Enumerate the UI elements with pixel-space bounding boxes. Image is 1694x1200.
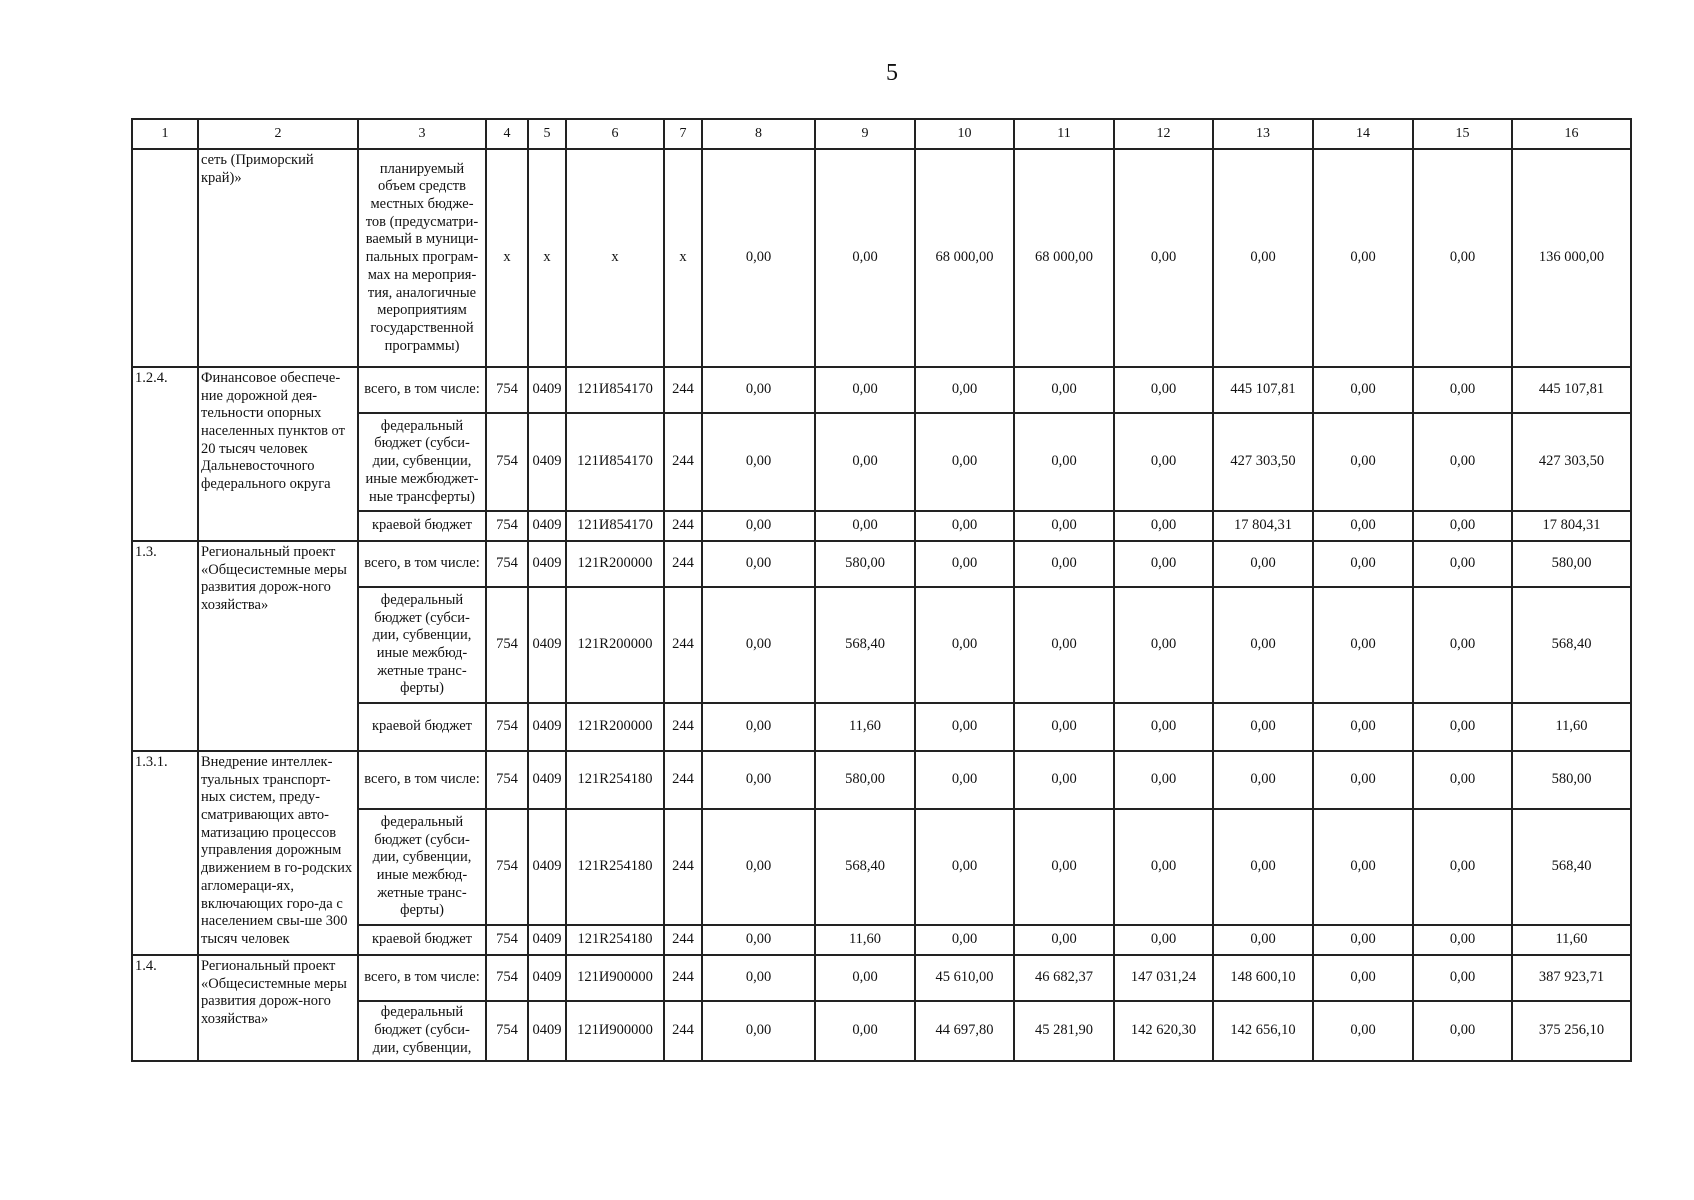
table-cell: 0,00 [1014,925,1114,955]
table-cell: 142 620,30 [1114,1001,1213,1061]
table-cell: 45 281,90 [1014,1001,1114,1061]
table-cell: 0,00 [1313,587,1413,703]
table-cell: 0,00 [1313,149,1413,367]
table-cell: 68 000,00 [1014,149,1114,367]
table-cell: 11,60 [1512,925,1631,955]
item-code: 1.2.4. [132,367,198,541]
table-cell: 0,00 [1213,703,1313,751]
table-cell: 387 923,71 [1512,955,1631,1001]
table-cell: 0,00 [1413,413,1512,511]
table-cell: 0,00 [1413,955,1512,1001]
funding-source: планируемый объем средств местных бюдже-тов (предусматри-ваемый в муници-пальных програм-мах на мероприя-тия, аналогичные мероприятиям государственной программы) [358,149,486,367]
table-cell: 0,00 [702,367,815,413]
table-row [132,751,1631,809]
column-header: 15 [1413,119,1512,149]
table-cell: 0,00 [1014,541,1114,587]
column-header: 1 [132,119,198,149]
table-cell: 17 804,31 [1512,511,1631,541]
table-cell: 244 [664,925,702,955]
table-cell: x [566,149,664,367]
column-header: 11 [1014,119,1114,149]
table-cell: 568,40 [1512,587,1631,703]
table-cell: 580,00 [1512,751,1631,809]
table-cell: 754 [486,587,528,703]
column-header: 7 [664,119,702,149]
funding-source: всего, в том числе: [358,367,486,413]
table-cell: 0,00 [1313,703,1413,751]
column-header: 2 [198,119,358,149]
table-cell: 0409 [528,1001,566,1061]
table-cell: 147 031,24 [1114,955,1213,1001]
table-cell: 0,00 [702,1001,815,1061]
table-cell: 754 [486,367,528,413]
table-cell: 148 600,10 [1213,955,1313,1001]
table-cell: 0,00 [702,809,815,925]
table-cell: 0,00 [915,751,1014,809]
table-cell: 0,00 [702,925,815,955]
table-cell: 46 682,37 [1014,955,1114,1001]
table-cell: 754 [486,809,528,925]
funding-source: краевой бюджет [358,703,486,751]
table-cell: 0,00 [915,367,1014,413]
funding-source: федеральный бюджет (субси-дии, субвенции, иные межбюд-жетные транс-ферты) [358,809,486,925]
table-cell: 0,00 [1413,511,1512,541]
table-row [132,541,1631,587]
table-cell: 754 [486,541,528,587]
table-cell: 0,00 [702,751,815,809]
table-cell: 0,00 [915,511,1014,541]
table-cell: 121И900000 [566,955,664,1001]
table-cell: 0,00 [1213,149,1313,367]
table-cell: 142 656,10 [1213,1001,1313,1061]
table-cell: 375 256,10 [1512,1001,1631,1061]
item-code: 1.4. [132,955,198,1061]
table-cell: 0,00 [1313,541,1413,587]
table-cell: 754 [486,1001,528,1061]
table-cell: 445 107,81 [1512,367,1631,413]
table-cell: 568,40 [815,587,915,703]
table-cell: 568,40 [1512,809,1631,925]
table-cell: 0,00 [1213,587,1313,703]
table-cell: 244 [664,751,702,809]
table-cell: 0,00 [1313,1001,1413,1061]
funding-source: краевой бюджет [358,925,486,955]
table-cell: 0,00 [915,703,1014,751]
table-cell: 0,00 [702,149,815,367]
item-name: Региональный проект «Общесистемные меры развития дорож-ного хозяйства» [198,541,358,751]
table-cell: 0,00 [1114,511,1213,541]
table-cell: 0,00 [1313,367,1413,413]
funding-source: федеральный бюджет (субси-дии, субвенции, [358,1001,486,1061]
table-cell: 244 [664,541,702,587]
table-cell: 244 [664,955,702,1001]
table-cell: 121R254180 [566,751,664,809]
funding-source: федеральный бюджет (субси-дии, субвенции, иные межбюджет-ные трансферты) [358,413,486,511]
table-cell: 0,00 [1213,751,1313,809]
table-cell: 0,00 [1413,541,1512,587]
table-cell: 0,00 [915,541,1014,587]
table-cell: 0,00 [702,413,815,511]
table-cell: 0,00 [1213,541,1313,587]
table-cell: 244 [664,511,702,541]
table-cell: 0,00 [702,541,815,587]
table-cell: 0,00 [1413,751,1512,809]
funding-source: всего, в том числе: [358,541,486,587]
table-cell: 0,00 [815,1001,915,1061]
item-name: Финансовое обеспече-ние дорожной дея-тельности опорных населенных пунктов от 20 тысяч человек Дальневосточного федерального округа [198,367,358,541]
table-row [132,149,1631,367]
table-cell: 121И854170 [566,367,664,413]
column-header: 14 [1313,119,1413,149]
table-cell: 121И900000 [566,1001,664,1061]
table-cell: 0409 [528,413,566,511]
table-cell: 17 804,31 [1213,511,1313,541]
table-cell: 0,00 [702,955,815,1001]
table-cell: 0,00 [1413,1001,1512,1061]
table-cell: 0409 [528,587,566,703]
table-cell: 0,00 [1014,703,1114,751]
table-cell: 0,00 [815,511,915,541]
table-cell: 0,00 [1213,809,1313,925]
table-cell: 754 [486,955,528,1001]
table-row [132,367,1631,413]
table-cell: 0409 [528,809,566,925]
table-cell: 0,00 [1413,149,1512,367]
item-code: 1.3. [132,541,198,751]
table-cell: 0,00 [1114,413,1213,511]
table-cell: 0,00 [1014,511,1114,541]
column-header: 8 [702,119,815,149]
table-cell: 0,00 [1313,955,1413,1001]
table-header-row [132,119,1631,149]
table-cell: 0,00 [1114,751,1213,809]
table-cell: 754 [486,511,528,541]
table-cell: 68 000,00 [915,149,1014,367]
table-cell: 121И854170 [566,511,664,541]
table-cell: 0409 [528,955,566,1001]
table-cell: 427 303,50 [1512,413,1631,511]
table-cell: 580,00 [815,751,915,809]
funding-source: краевой бюджет [358,511,486,541]
table-cell: 0,00 [702,587,815,703]
table-cell: 11,60 [815,925,915,955]
column-header: 16 [1512,119,1631,149]
table-cell: 0409 [528,511,566,541]
item-name: сеть (Приморский край)» [198,149,358,367]
item-name: Внедрение интеллек-туальных транспорт-ных систем, преду-сматривающих авто-матизацию процессов управления дорожным движением в го-родских агломераци-ях, включающих горо-да с населением свы-ше 300 тысяч человек [198,751,358,955]
table-cell: 0,00 [1014,751,1114,809]
table-cell: 754 [486,703,528,751]
table-cell: 754 [486,925,528,955]
table-cell: 0,00 [915,925,1014,955]
table-cell: 244 [664,367,702,413]
table-cell: 244 [664,587,702,703]
table-cell: 0,00 [702,703,815,751]
funding-source: всего, в том числе: [358,751,486,809]
table-cell: 0,00 [1313,413,1413,511]
table-cell: 121И854170 [566,413,664,511]
table-row [132,955,1631,1001]
table-cell: x [528,149,566,367]
table-cell: 121R254180 [566,925,664,955]
table-cell: 0,00 [1213,925,1313,955]
table-cell: 11,60 [815,703,915,751]
table-cell: 0,00 [1114,587,1213,703]
item-code: 1.3.1. [132,751,198,955]
table-cell: 0,00 [1413,587,1512,703]
table-cell: 45 610,00 [915,955,1014,1001]
table-cell: 445 107,81 [1213,367,1313,413]
item-name: Региональный проект «Общесистемные меры развития дорож-ного хозяйства» [198,955,358,1061]
table-cell: 0,00 [1114,703,1213,751]
table-cell: 0,00 [815,413,915,511]
column-header: 9 [815,119,915,149]
funding-source: всего, в том числе: [358,955,486,1001]
table-cell: 754 [486,413,528,511]
table-cell: 0,00 [815,955,915,1001]
table-cell: 121R200000 [566,703,664,751]
table-cell: 0,00 [1114,541,1213,587]
table-cell: 0,00 [1413,703,1512,751]
table-cell: 580,00 [815,541,915,587]
table-cell: 0,00 [1014,587,1114,703]
table-cell: 121R200000 [566,587,664,703]
item-code [132,149,198,367]
funding-source: федеральный бюджет (субси-дии, субвенции, иные межбюд-жетные транс-ферты) [358,587,486,703]
table-cell: 121R200000 [566,541,664,587]
table-cell: 244 [664,809,702,925]
table-cell: 0,00 [1313,925,1413,955]
table-cell: 0,00 [1114,149,1213,367]
table-cell: 0409 [528,541,566,587]
column-header: 3 [358,119,486,149]
table-cell: x [664,149,702,367]
column-header: 6 [566,119,664,149]
table-cell: 0,00 [702,511,815,541]
table-cell: 568,40 [815,809,915,925]
table-cell: 0409 [528,703,566,751]
table-cell: 0,00 [815,149,915,367]
table-cell: 136 000,00 [1512,149,1631,367]
table-cell: 0,00 [1014,367,1114,413]
table-cell: 0,00 [915,413,1014,511]
table-cell: 0,00 [1313,809,1413,925]
column-header: 13 [1213,119,1313,149]
table-cell: 0,00 [1014,413,1114,511]
column-header: 5 [528,119,566,149]
table-cell: 0,00 [1313,751,1413,809]
table-cell: 244 [664,703,702,751]
table-cell: 244 [664,413,702,511]
table-cell: 0409 [528,925,566,955]
page-number: 5 [886,60,898,86]
table-cell: 44 697,80 [915,1001,1014,1061]
table-cell: 0,00 [1413,925,1512,955]
table-cell: 0,00 [1413,367,1512,413]
table-cell: 121R254180 [566,809,664,925]
budget-table [131,118,1632,1062]
table-cell: 0,00 [1114,367,1213,413]
table-cell: 0,00 [1114,925,1213,955]
table-cell: 0,00 [1114,809,1213,925]
table-cell: 0,00 [915,809,1014,925]
table-cell: 0,00 [1413,809,1512,925]
column-header: 12 [1114,119,1213,149]
table-cell: 0,00 [915,587,1014,703]
table-cell: 427 303,50 [1213,413,1313,511]
table-cell: 0,00 [1014,809,1114,925]
column-header: 10 [915,119,1014,149]
table-cell: 0409 [528,751,566,809]
table-cell: 11,60 [1512,703,1631,751]
table-cell: 580,00 [1512,541,1631,587]
table-cell: 0,00 [815,367,915,413]
column-header: 4 [486,119,528,149]
table-cell: 0409 [528,367,566,413]
table-cell: 244 [664,1001,702,1061]
table-cell: 754 [486,751,528,809]
table-cell: x [486,149,528,367]
table-cell: 0,00 [1313,511,1413,541]
